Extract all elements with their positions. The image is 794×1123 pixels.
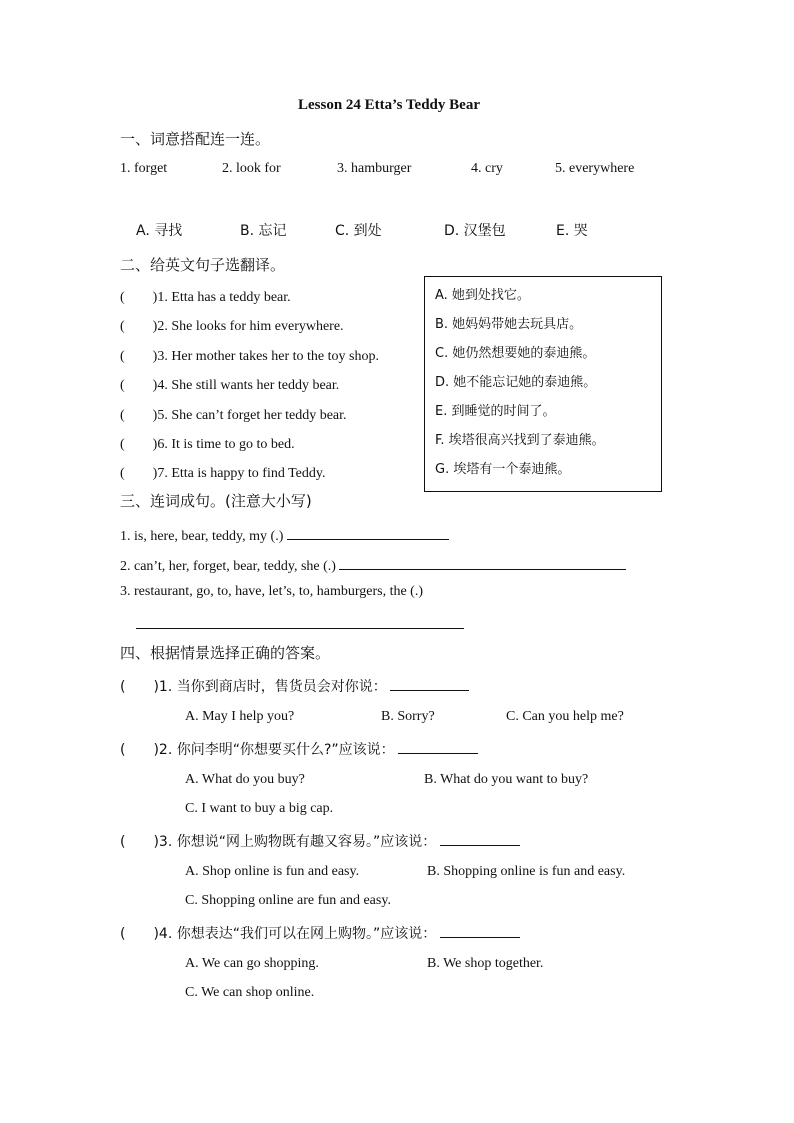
choice-c: C. We can shop online. <box>185 985 315 1000</box>
sentence-item: ( )7. Etta is happy to find Teddy. <box>120 466 326 481</box>
reorder-words: 1. is, here, bear, teddy, my (.) <box>120 529 284 544</box>
reorder-item: 3. restaurant, go, to, have, let’s, to, hamburgers, the (.) <box>120 584 423 599</box>
choice-a: A. We can go shopping. <box>185 956 319 971</box>
meaning-item: B. 忘记 <box>240 223 287 239</box>
question-1 <box>120 676 469 696</box>
answer-line <box>136 614 464 629</box>
question-prompt: ( )3. 你想说“网上购物既有趣又容易。”应该说： <box>120 834 437 850</box>
choice-a: A. What do you buy? <box>185 772 305 787</box>
sentence-item: ( )4. She still wants her teddy bear. <box>120 378 340 393</box>
choice-b: B. Shopping online is fun and easy. <box>427 864 626 879</box>
answer-line <box>390 676 469 691</box>
translation-options-box <box>424 276 662 492</box>
question-2 <box>120 739 478 759</box>
option-item: E. 到睡觉的时间了。 <box>435 404 556 419</box>
word-item: 2. look for <box>222 161 281 176</box>
question-3 <box>120 831 520 851</box>
option-item: F. 埃塔很高兴找到了泰迪熊。 <box>435 433 605 448</box>
section4-heading: 四、根据情景选择正确的答案。 <box>120 644 331 662</box>
sentence-item: ( )5. She can’t forget her teddy bear. <box>120 408 347 423</box>
question-prompt: ( )4. 你想表达“我们可以在网上购物。”应该说： <box>120 926 437 942</box>
meaning-item: A. 寻找 <box>136 223 183 239</box>
question-4 <box>120 923 520 943</box>
answer-line <box>398 739 478 754</box>
choice-a: A. May I help you? <box>185 709 295 724</box>
word-item: 1. forget <box>120 161 168 176</box>
option-item: A. 她到处找它。 <box>435 288 530 303</box>
option-item: C. 她仍然想要她的泰迪熊。 <box>435 346 596 361</box>
word-item: 3. hamburger <box>337 161 412 176</box>
answer-line <box>287 525 449 540</box>
section2-heading: 二、给英文句子选翻译。 <box>120 256 286 274</box>
choice-c: C. I want to buy a big cap. <box>185 801 334 816</box>
question-prompt: ( )2. 你问李明“你想要买什么?”应该说： <box>120 742 395 758</box>
section1-heading: 一、词意搭配连一连。 <box>120 130 271 148</box>
choice-b: B. What do you want to buy? <box>424 772 589 787</box>
sentence-item: ( )1. Etta has a teddy bear. <box>120 290 291 305</box>
choice-c: C. Can you help me? <box>506 709 624 724</box>
meaning-item: E. 哭 <box>556 223 588 239</box>
word-item: 4. cry <box>471 161 503 176</box>
reorder-item <box>120 525 449 545</box>
section3-heading: 三、连词成句。(注意大小写) <box>120 492 312 510</box>
meaning-item: D. 汉堡包 <box>444 223 506 239</box>
sentence-item: ( )2. She looks for him everywhere. <box>120 319 344 334</box>
reorder-words: 2. can’t, her, forget, bear, teddy, she (.) <box>120 559 336 574</box>
choice-a: A. Shop online is fun and easy. <box>185 864 360 879</box>
meaning-item: C. 到处 <box>335 223 382 239</box>
choice-c: C. Shopping online are fun and easy. <box>185 893 391 908</box>
question-prompt: ( )1. 当你到商店时，售货员会对你说： <box>120 679 387 695</box>
sentence-item: ( )6. It is time to go to bed. <box>120 437 295 452</box>
answer-line <box>339 555 626 570</box>
option-item: G. 埃塔有一个泰迪熊。 <box>435 462 571 477</box>
sentence-item: ( )3. Her mother takes her to the toy shop. <box>120 349 379 364</box>
option-item: D. 她不能忘记她的泰迪熊。 <box>435 375 597 390</box>
word-item: 5. everywhere <box>555 161 635 176</box>
choice-b: B. Sorry? <box>381 709 435 724</box>
answer-line <box>440 923 520 938</box>
page-title: Lesson 24 Etta’s Teddy Bear <box>298 97 480 113</box>
choice-b: B. We shop together. <box>427 956 544 971</box>
reorder-item <box>120 555 626 575</box>
option-item: B. 她妈妈带她去玩具店。 <box>435 317 583 332</box>
answer-line <box>440 831 520 846</box>
